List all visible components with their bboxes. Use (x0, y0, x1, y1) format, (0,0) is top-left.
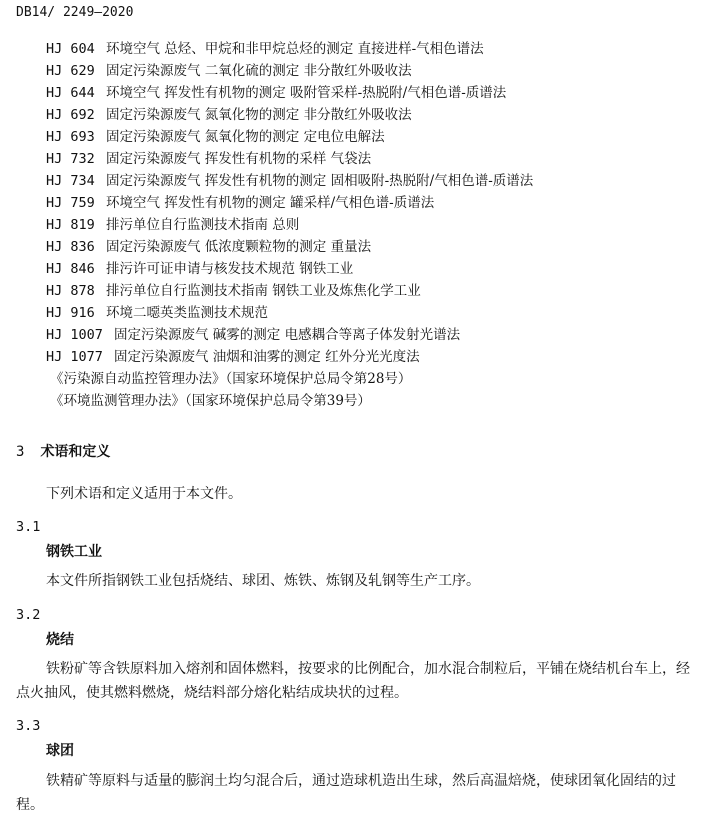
reference-code: HJ 732 (46, 151, 95, 167)
reference-title: 环境二噁英类监测技术规范 (106, 305, 268, 321)
reference-code: HJ 836 (46, 239, 95, 255)
reference-item (46, 126, 533, 148)
reference-code: HJ 878 (46, 283, 95, 299)
reference-code: HJ 693 (46, 129, 95, 145)
term-number: 3.3 (16, 718, 41, 734)
reference-title: 固定污染源废气 二氧化硫的测定 非分散红外吸收法 (106, 63, 412, 79)
term-name: 球团 (46, 743, 74, 759)
reference-title: 环境空气 总烃、甲烷和非甲烷总烃的测定 直接进样-气相色谱法 (106, 41, 484, 57)
section-heading (16, 441, 110, 461)
reference-code: HJ 692 (46, 107, 95, 123)
term-number: 3.2 (16, 607, 41, 623)
regulation-item: 《污染源自动监控管理办法》（国家环境保护总局令第28号） (50, 371, 412, 387)
reference-code: HJ 629 (46, 63, 95, 79)
reference-title: 排污单位自行监测技术指南 总则 (106, 217, 300, 233)
regulation-item: 《环境监测管理办法》（国家环境保护总局令第39号） (50, 393, 371, 409)
reference-item (46, 258, 533, 280)
reference-code: HJ 819 (46, 217, 95, 233)
section-title: 术语和定义 (40, 444, 111, 460)
term-name: 钢铁工业 (46, 544, 102, 560)
reference-title: 固定污染源废气 挥发性有机物的采样 气袋法 (106, 151, 372, 167)
reference-item (46, 104, 533, 126)
reference-code: HJ 1007 (46, 327, 103, 343)
reference-code: HJ 604 (46, 41, 95, 57)
reference-code: HJ 846 (46, 261, 95, 277)
reference-item (46, 192, 533, 214)
reference-code: HJ 759 (46, 195, 95, 211)
reference-title: 排污许可证申请与核发技术规范 钢铁工业 (106, 261, 354, 277)
section-intro-text: 下列术语和定义适用于本文件。 (46, 486, 242, 502)
term-definition: 铁精矿等原料与适量的膨润土均匀混合后，通过造球机造出生球，然后高温焙烧，使球团氧化固结的过程。 (16, 773, 676, 813)
reference-item (46, 236, 533, 258)
term-definition: 铁粉矿等含铁原料加入熔剂和固体燃料，按要求的比例配合，加水混合制粒后，平铺在烧结机台车上，经点火抽风，使其燃料燃烧，烧结料部分熔化粘结成块状的过程。 (16, 661, 690, 701)
reference-item (46, 38, 533, 60)
document-id-header: DB14/ 2249—2020 (16, 5, 134, 20)
reference-title: 固定污染源废气 碱雾的测定 电感耦合等离子体发射光谱法 (114, 327, 461, 343)
reference-title: 固定污染源废气 氮氧化物的测定 非分散红外吸收法 (106, 107, 412, 123)
reference-item (46, 346, 533, 368)
reference-item (46, 148, 533, 170)
reference-title: 固定污染源废气 挥发性有机物的测定 固相吸附-热脱附/气相色谱-质谱法 (106, 173, 534, 189)
reference-title: 排污单位自行监测技术指南 钢铁工业及炼焦化学工业 (106, 283, 421, 299)
reference-title: 固定污染源废气 低浓度颗粒物的测定 重量法 (106, 239, 372, 255)
reference-title: 环境空气 挥发性有机物的测定 吸附管采样-热脱附/气相色谱-质谱法 (106, 85, 507, 101)
reference-title: 固定污染源废气 氮氧化物的测定 定电位电解法 (106, 129, 385, 145)
reference-code: HJ 1077 (46, 349, 103, 365)
reference-item (46, 82, 533, 104)
reference-item (46, 280, 533, 302)
reference-item (46, 214, 533, 236)
reference-item (46, 302, 533, 324)
reference-code: HJ 644 (46, 85, 95, 101)
term-definition: 本文件所指钢铁工业包括烧结、球团、炼铁、炼钢及轧钢等生产工序。 (46, 573, 480, 589)
reference-item (46, 324, 533, 346)
section-intro (16, 482, 692, 506)
term-name: 烧结 (46, 632, 74, 648)
reference-title: 环境空气 挥发性有机物的测定 罐采样/气相色谱-质谱法 (106, 195, 435, 211)
term-number: 3.1 (16, 519, 41, 535)
normative-references-list (46, 38, 533, 412)
section-number: 3 (16, 444, 25, 460)
reference-title: 固定污染源废气 油烟和油雾的测定 红外分光光度法 (114, 349, 420, 365)
reference-item (46, 60, 533, 82)
reference-code: HJ 916 (46, 305, 95, 321)
reference-code: HJ 734 (46, 173, 95, 189)
reference-item (46, 170, 533, 192)
